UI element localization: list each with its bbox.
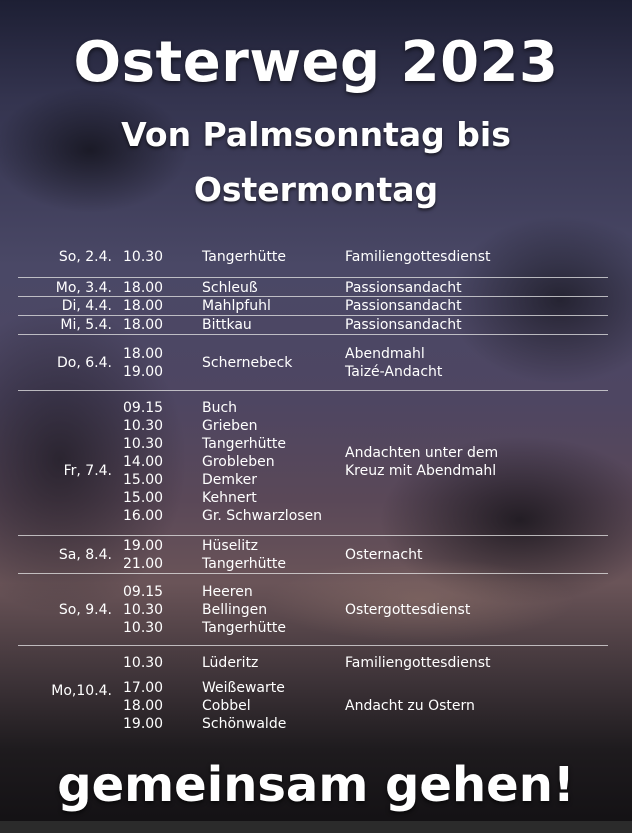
row-time: 09.15 [123,584,164,600]
subtitle-line-1: Von Palmsonntag bis [121,115,511,154]
row-place: Grieben [202,418,258,434]
row-place: Bellingen [202,602,268,618]
schedule-row [18,574,608,646]
row-time: 19.00 [123,538,164,554]
row-service: Andachten unter dem [345,445,499,461]
row-time: 15.00 [123,490,164,506]
row-service: Familiengottesdienst [345,655,491,671]
row-time: 10.30 [123,436,164,452]
bottom-bar [0,821,632,833]
row-time: 19.00 [123,716,164,732]
subtitle-line-2: Ostermontag [193,170,439,209]
row-place: Lüderitz [202,655,259,671]
row-place: Tangerhütte [202,556,287,572]
row-time: 19.00 [123,364,164,380]
row-day: Sa, 8.4. [58,547,112,563]
row-place: Hüselitz [202,538,258,554]
row-time: 18.00 [123,298,164,314]
row-day: So, 2.4. [58,249,112,265]
schedule-table [18,240,608,741]
row-day: Fr, 7.4. [63,463,112,479]
schedule-row [18,646,608,741]
row-place: Schleuß [202,280,258,296]
schedule-row [18,316,608,335]
row-place: Grobleben [202,454,275,470]
row-time: 18.00 [123,346,164,362]
schedule-row [18,391,608,536]
row-place: Weißewarte [202,680,285,696]
row-service: Osternacht [345,547,423,563]
row-time: 21.00 [123,556,164,572]
row-place: Cobbel [202,698,251,714]
row-day: Mo,10.4. [51,683,112,699]
row-day: Do, 6.4. [57,355,112,371]
row-place: Heeren [202,584,253,600]
row-time: 10.30 [123,418,164,434]
row-service: Andacht zu Ostern [345,698,475,714]
row-time: 17.00 [123,680,164,696]
row-time: 10.30 [123,249,164,265]
row-place: Bittkau [202,317,252,333]
row-service: Passionsandacht [345,317,462,333]
row-time: 10.30 [123,602,164,618]
row-service: Familiengottesdienst [345,249,491,265]
row-time: 18.00 [123,698,164,714]
row-place: Schönwalde [202,716,287,732]
row-time: 14.00 [123,454,164,470]
row-place: Buch [202,400,238,416]
row-time: 18.00 [123,317,164,333]
row-place: Mahlpfuhl [202,298,271,314]
poster-title: Osterweg 2023 [73,30,559,95]
row-service: Passionsandacht [345,280,462,296]
schedule-row [18,297,608,316]
row-day: Mo, 3.4. [55,280,112,296]
row-time: 18.00 [123,280,164,296]
row-service: Kreuz mit Abendmahl [345,463,497,479]
schedule-row [18,536,608,574]
row-service: Abendmahl [345,346,425,362]
row-service: Ostergottesdienst [345,602,471,618]
row-time: 16.00 [123,508,164,524]
row-place: Schernebeck [202,355,293,371]
row-place: Demker [202,472,258,488]
row-time: 10.30 [123,655,164,671]
row-day: So, 9.4. [58,602,112,618]
row-service: Taizé-Andacht [345,364,443,380]
schedule-row [18,240,608,278]
row-place: Gr. Schwarzlosen [202,508,323,524]
schedule-row [18,278,608,297]
schedule-row [18,335,608,391]
row-time: 10.30 [123,620,164,636]
row-place: Kehnert [202,490,257,506]
row-place: Tangerhütte [202,249,287,265]
row-day: Mi, 5.4. [60,317,112,333]
row-service: Passionsandacht [345,298,462,314]
row-place: Tangerhütte [202,620,287,636]
row-place: Tangerhütte [202,436,287,452]
slogan: gemeinsam gehen! [57,757,575,813]
row-day: Di, 4.4. [61,298,112,314]
row-time: 09.15 [123,400,164,416]
row-time: 15.00 [123,472,164,488]
